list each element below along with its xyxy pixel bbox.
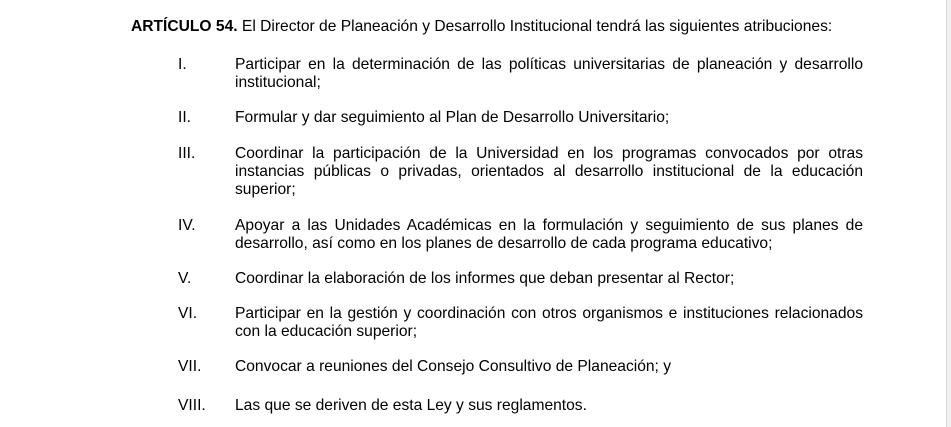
item-text: Apoyar a las Unidades Académicas en la formulación y seguimiento de sus planes de desarrollo, así como en los planes de desarrollo de cada programa educativo; [235, 217, 863, 252]
item-numeral: V. [178, 270, 192, 287]
item-numeral: III. [178, 145, 196, 162]
item-numeral: VII. [178, 358, 202, 375]
window-scroll-edge [946, 0, 951, 427]
item-text: Las que se deriven de esta Ley y sus reglamentos. [235, 397, 587, 414]
article-intro: El Director de Planeación y Desarrollo Institucional tendrá las siguientes atribuciones: [241, 18, 833, 35]
item-text: Participar en la gestión y coordinación con otros organismos e instituciones relacionados con la educación superior; [235, 305, 863, 340]
item-numeral: I. [178, 56, 187, 73]
item-text: Formular y dar seguimiento al Plan de Desarrollo Universitario; [235, 109, 670, 126]
item-numeral: II. [178, 109, 191, 126]
article-heading [131, 17, 891, 37]
item-numeral: VIII. [178, 397, 206, 414]
item-text: Coordinar la elaboración de los informes que deban presentar al Rector; [235, 270, 735, 287]
item-text: Coordinar la participación de la Universidad en los programas convocados por otras instancias públicas o privadas, orientados al desarrollo institucional de la educación superior; [235, 145, 863, 198]
article-label: ARTÍCULO 54. [131, 18, 238, 35]
item-text: Convocar a reuniones del Consejo Consultivo de Planeación; y [235, 358, 672, 375]
item-numeral: IV. [178, 217, 196, 234]
item-numeral: VI. [178, 305, 198, 322]
item-text: Participar en la determinación de las políticas universitarias de planeación y desarrollo institucional; [235, 56, 863, 91]
